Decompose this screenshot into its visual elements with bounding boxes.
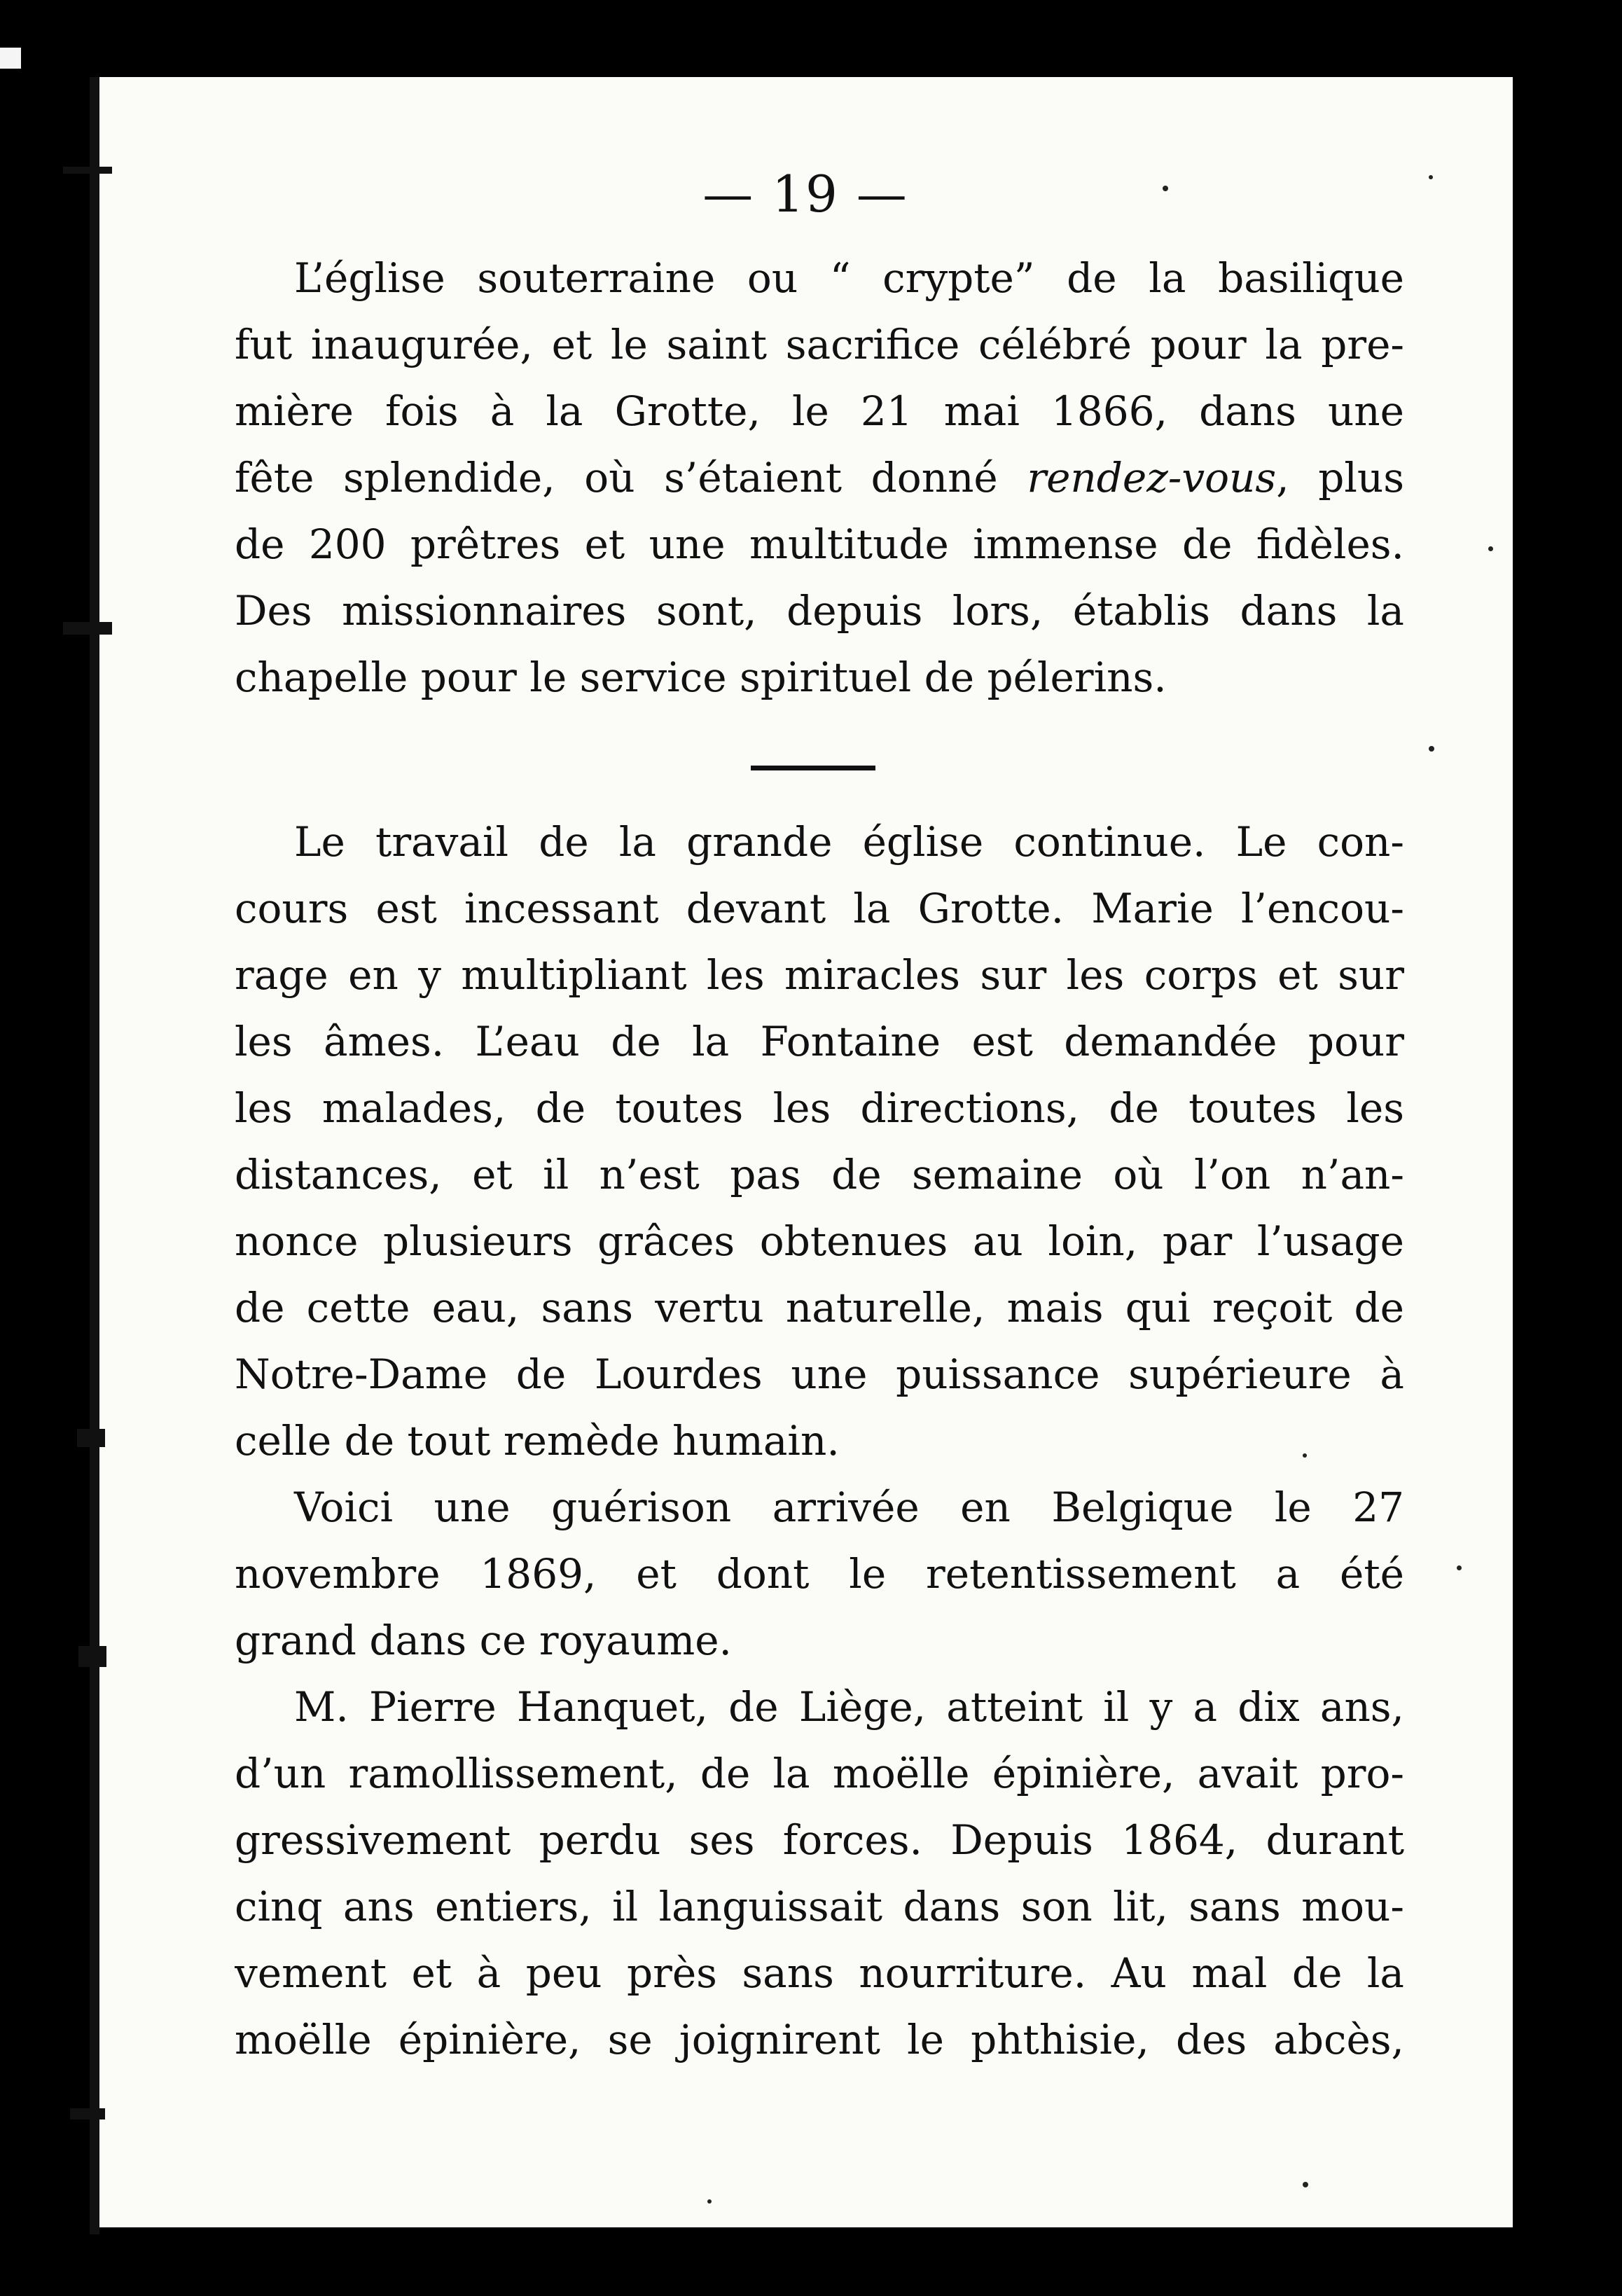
text-line: rage en y multipliant les miracles sur les corps et sur: [235, 951, 1404, 999]
text-line: L’église souterraine ou “ crypte” de la basilique: [294, 254, 1404, 302]
text-line: moëlle épinière, se joignirent le phthisie, des abcès,: [235, 2016, 1404, 2063]
scan-corner-mark: [0, 48, 21, 69]
text-line: cinq ans entiers, il languissait dans son lit, sans mou-: [235, 1883, 1404, 1930]
binding-mark: [63, 622, 112, 635]
page-number: — 19 —: [702, 165, 908, 223]
text-line: vement et à peu près sans nourriture. Au mal de la: [235, 1949, 1404, 1997]
text-line: mière fois à la Grotte, le 21 mai 1866, dans une: [235, 387, 1404, 435]
text-line: de cette eau, sans vertu naturelle, mais qui reçoit de: [235, 1284, 1404, 1332]
ink-speck: [1429, 746, 1434, 752]
ink-speck: [1429, 175, 1433, 179]
italic-phrase: rendez-vous: [1027, 454, 1277, 502]
ink-speck: [1303, 1453, 1307, 1458]
binding-mark: [70, 2108, 105, 2119]
text-line: novembre 1869, et dont le retentissement a été: [235, 1550, 1404, 1598]
ink-speck: [1488, 546, 1493, 551]
text-line: les malades, de toutes les directions, de toutes les: [235, 1084, 1404, 1132]
ink-speck: [1457, 1565, 1462, 1570]
binding-edge: [90, 77, 99, 2234]
text-line: gressivement perdu ses forces. Depuis 1864, durant: [235, 1816, 1404, 1864]
text-line: distances, et il n’est pas de semaine où l’on n’an-: [235, 1151, 1404, 1198]
text-line: M. Pierre Hanquet, de Liège, atteint il y a dix ans,: [294, 1683, 1404, 1731]
ink-speck: [707, 2199, 712, 2204]
text-line: de 200 prêtres et une multitude immense de fidèles.: [235, 520, 1404, 568]
ink-speck: [1163, 186, 1168, 191]
text-line: grand dans ce royaume.: [235, 1617, 732, 1664]
text-line: celle de tout remède humain.: [235, 1417, 840, 1465]
binding-mark: [63, 167, 112, 174]
text-line: Notre-Dame de Lourdes une puissance supérieure à: [235, 1350, 1404, 1398]
text-line: fut inaugurée, et le saint sacrifice célébré pour la pre-: [235, 321, 1404, 368]
text-line: Des missionnaires sont, depuis lors, établis dans la: [235, 587, 1404, 635]
ink-speck: [1303, 2182, 1308, 2187]
binding-mark: [78, 1646, 106, 1667]
text-line: nonce plusieurs grâces obtenues au loin, par l’usage: [235, 1217, 1404, 1265]
text-line: chapelle pour le service spirituel de pélerins.: [235, 653, 1167, 701]
section-divider: [751, 766, 875, 770]
text-line: fête splendide, où s’étaient donné rendez-vous, plus: [235, 454, 1404, 502]
text-line: Le travail de la grande église continue. Le con-: [294, 818, 1404, 866]
binding-mark: [77, 1429, 105, 1447]
paragraph-crypte: [235, 245, 1404, 711]
text-line: d’un ramollissement, de la moëlle épinière, avait pro-: [235, 1750, 1404, 1797]
paragraph-travail: [235, 809, 1404, 2073]
text-line: cours est incessant devant la Grotte. Marie l’encou-: [235, 885, 1404, 932]
text-line: les âmes. L’eau de la Fontaine est demandée pour: [235, 1018, 1404, 1065]
text-line: Voici une guérison arrivée en Belgique le 27: [294, 1484, 1404, 1531]
